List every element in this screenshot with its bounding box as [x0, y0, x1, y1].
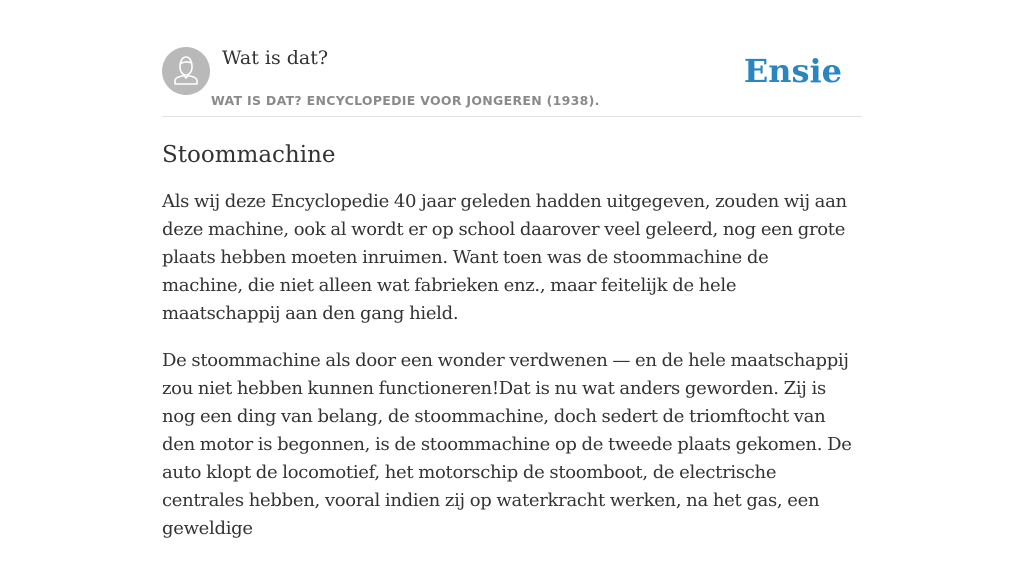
- user-icon: [162, 47, 210, 95]
- article-header: [162, 46, 862, 117]
- avatar[interactable]: [162, 47, 210, 95]
- source-label[interactable]: WAT IS DAT? ENCYCLOPEDIE VOOR JONGEREN (1938).: [211, 93, 600, 108]
- article-paragraph: Als wij deze Encyclopedie 40 jaar geleden hadden uitgegeven, zouden wij aan deze machine, ook al wordt er op school daarover veel geleerd, nog een grote plaats hebben moeten inruimen. Want toen was de stoommachine de machine, die niet alleen wat fabrieken enz., maar feitelijk de hele maatschappij aan den gang hield.: [162, 191, 847, 324]
- ensie-logo[interactable]: Ensie: [743, 52, 842, 90]
- author-name[interactable]: Wat is dat?: [222, 47, 329, 69]
- page-title: Stoommachine: [162, 142, 336, 168]
- article-body: [162, 140, 852, 562]
- article-paragraph: De stoommachine als door een wonder verdwenen — en de hele maatschappij zou niet hebben kunnen functioneren!Dat is nu wat anders geworden. Zij is nog een ding van belang, de stoommachine, doch sedert de triomftocht van den motor is begonnen, is de stoommachine op de tweede plaats gekomen. De auto klopt de locomotief, het motorschip de stoomboot, de electrische centrales hebben, vooral indien zij op waterkracht werken, na het gas, een geweldige: [162, 350, 852, 539]
